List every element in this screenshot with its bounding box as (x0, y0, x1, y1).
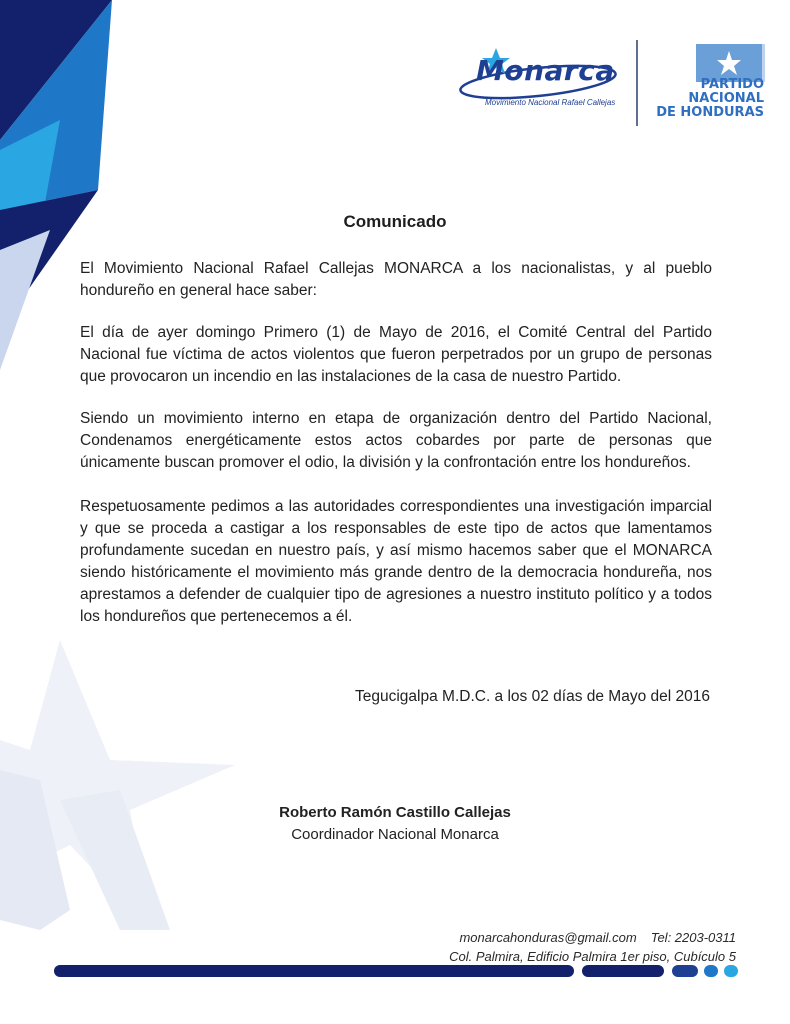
watermark-logo (0, 630, 240, 940)
partido-nacional-logo (646, 40, 770, 120)
footer-bar-medium (582, 965, 664, 977)
date-line: Tegucigalpa M.D.C. a los 02 días de Mayo del 2016 (355, 688, 710, 705)
footer-dot-2 (724, 965, 738, 977)
paragraph-request: Respetuosamente pedimos a las autoridades correspondientes una investigación imparcial y que se proceda a castigar a los responsables de este tipo de actos que lamentamos profundamente sucedan en nuestro país, y así mismo hacemos saber que el MONARCA siendo históricamente el movimiento más grande dentro de la democracia hondureña, nos aprestamos a defender de cualquier tipo de agresiones a nuestro instituto político y a todos los hondureños que pertenecemos a él. (80, 498, 712, 625)
signer-role: Coordinador Nacional Monarca (291, 826, 499, 843)
monarca-logo (458, 44, 628, 116)
document-title: Comunicado (343, 212, 447, 231)
partido-line-3: DE HONDURAS (656, 105, 764, 120)
monarca-tagline: Movimiento Nacional Rafael Callejas (485, 98, 616, 107)
footer-phone: Tel: 2203-0311 (650, 930, 736, 945)
signer-name: Roberto Ramón Castillo Callejas (279, 804, 511, 821)
footer-contact (449, 928, 736, 966)
footer-bar-short (672, 965, 698, 977)
monarca-logo-text: Monarca (476, 54, 615, 87)
partido-line-2: NACIONAL (688, 91, 764, 106)
footer-address: Col. Palmira, Edificio Palmira 1er piso, Cubículo 5 (449, 949, 736, 964)
paragraph-condemnation: Siendo un movimiento interno en etapa de organización dentro del Partido Nacional, Condenamos energéticamente estos actos cobardes por parte de personas que únicamente buscan promover el odio, la división y la confrontación entre los hondureños. (80, 410, 712, 471)
paragraph-intro: El Movimiento Nacional Rafael Callejas MONARCA a los nacionalistas, y al pueblo hondureño en general hace saber: (80, 260, 712, 299)
star-icon (716, 50, 742, 76)
paragraph-incident: El día de ayer domingo Primero (1) de Mayo de 2016, el Comité Central del Partido Nacional fue víctima de actos violentos que fueron perpetrados por un grupo de personas que provocaron un incendio en las instalaciones de la casa de nuestro Partido. (80, 324, 712, 385)
partido-name (656, 78, 764, 120)
footer-dot-1 (704, 965, 718, 977)
footer-bars (54, 965, 744, 979)
footer-email: monarcahonduras@gmail.com (459, 930, 637, 945)
footer-bar-long (54, 965, 574, 977)
partido-line-1: PARTIDO (700, 77, 764, 92)
header-divider (636, 40, 638, 126)
